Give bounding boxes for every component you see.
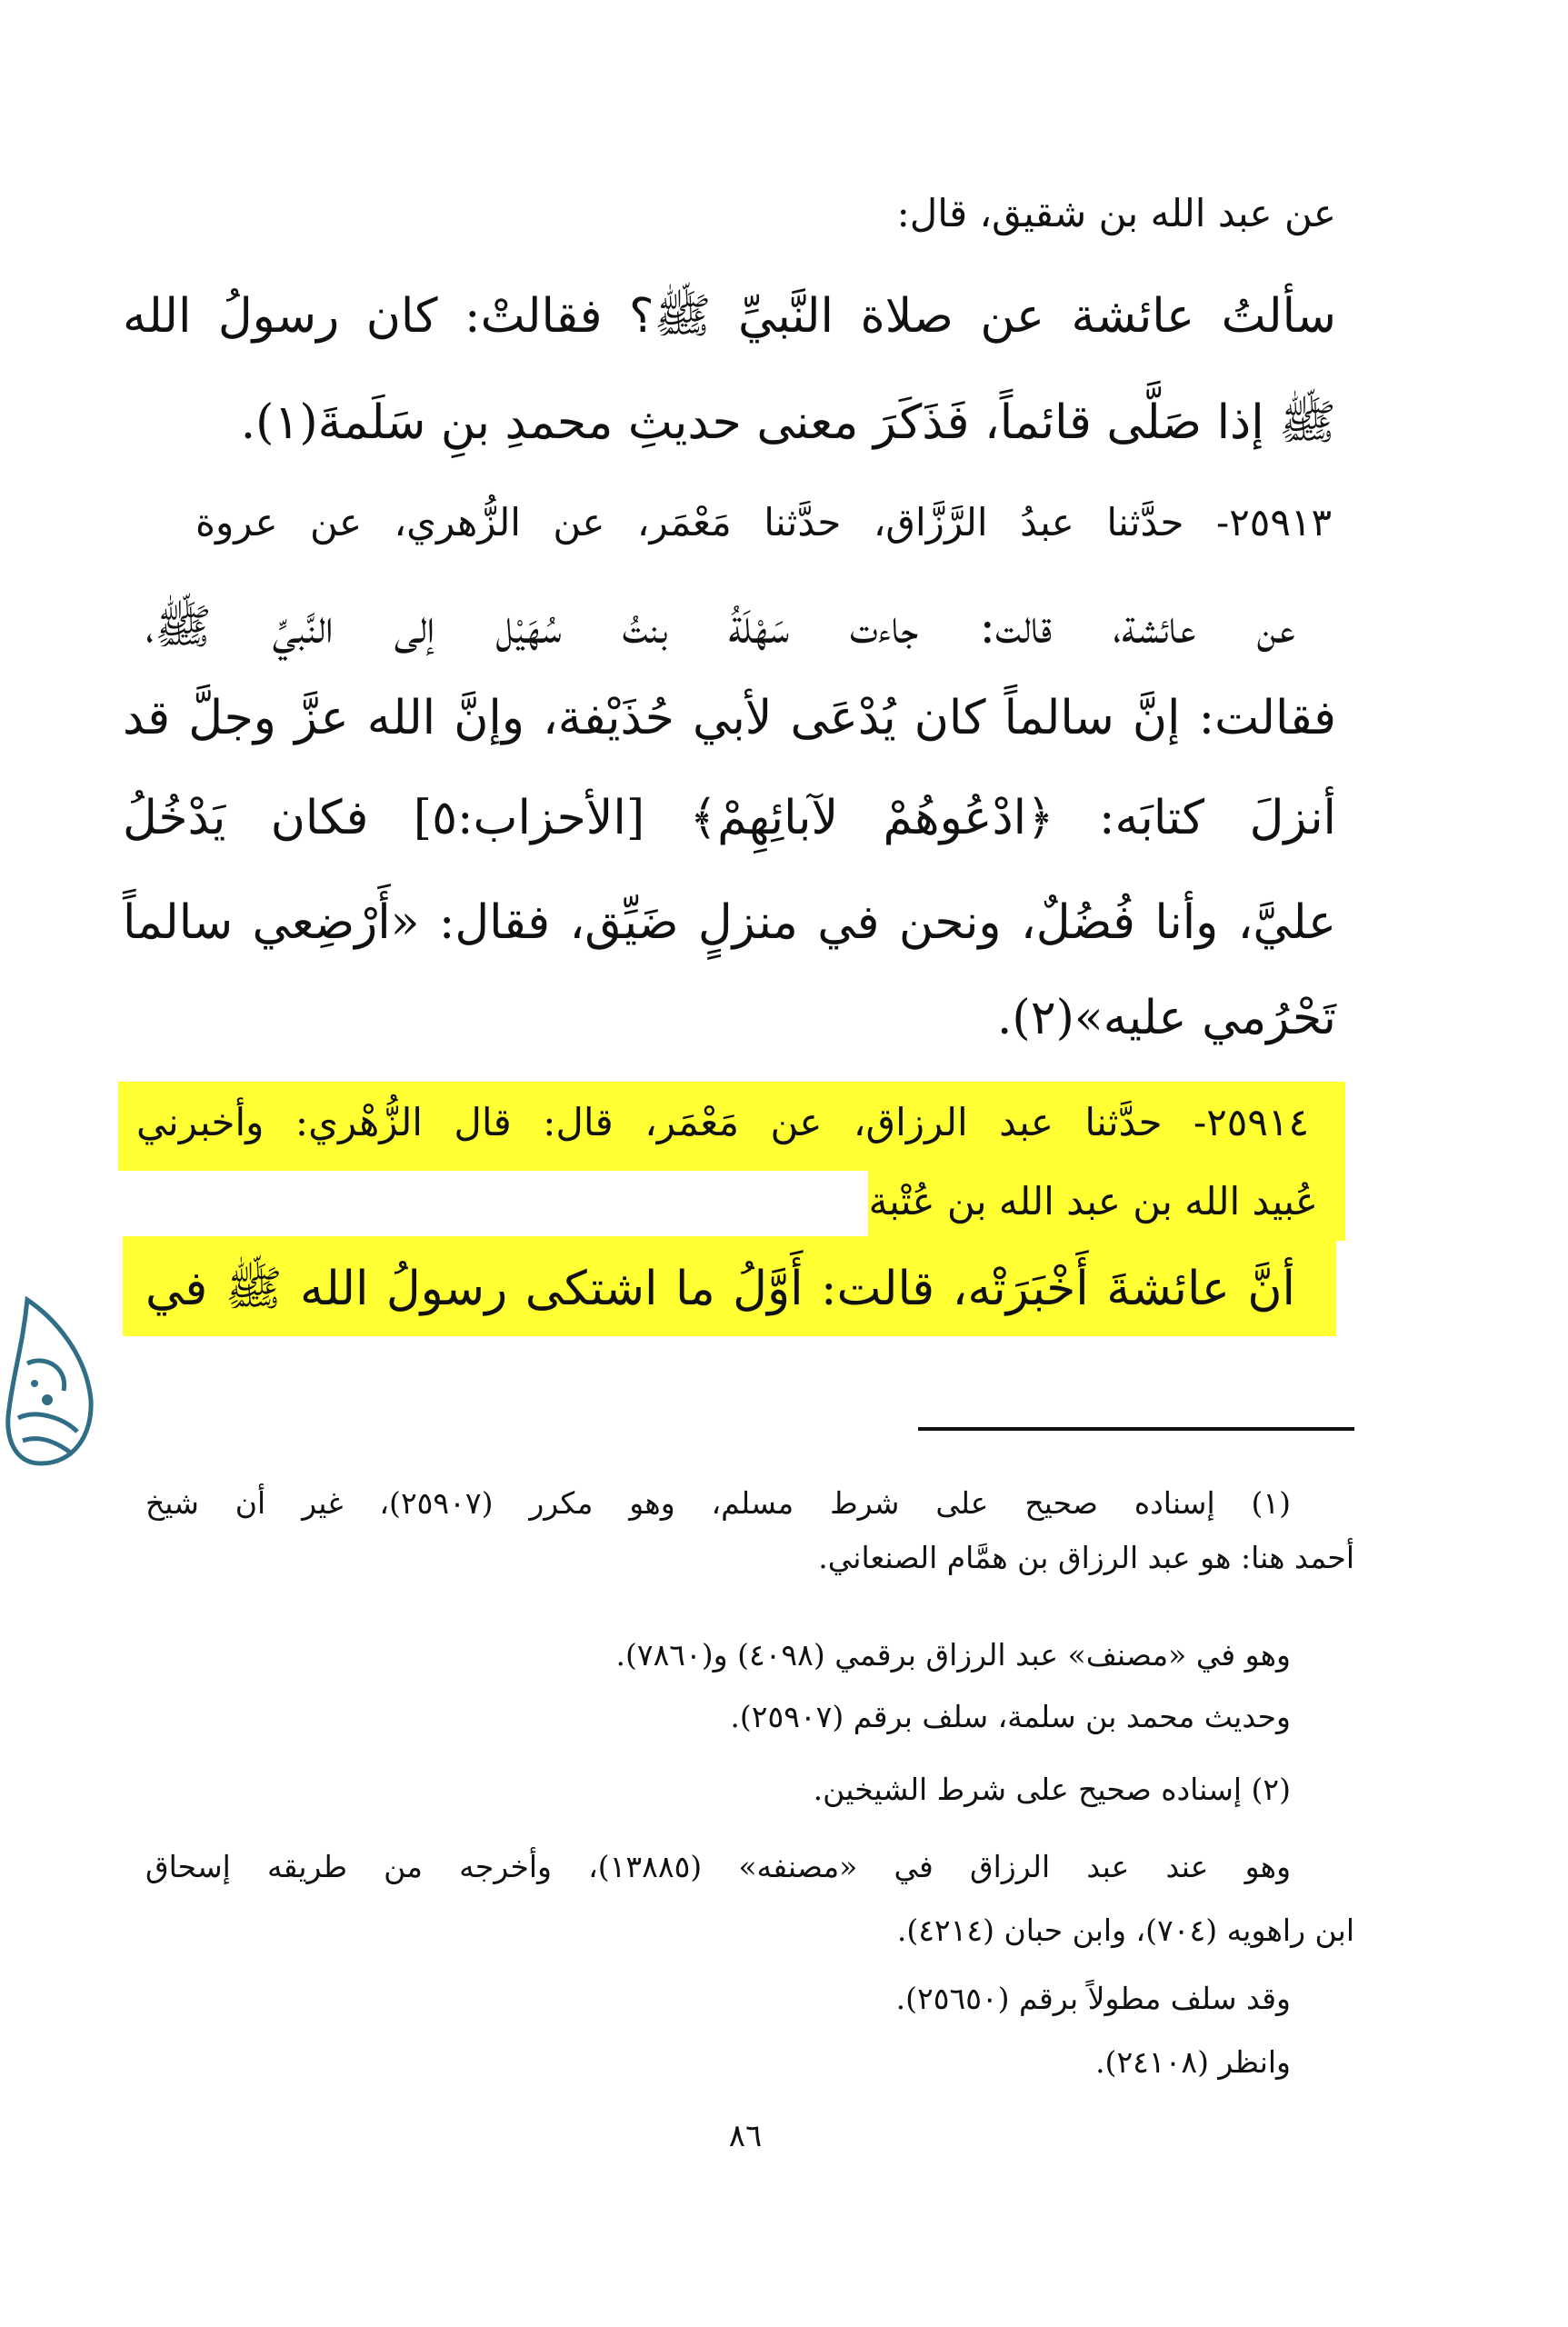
- body-line: عن عائشة، قالت: جاءت سَهْلَةُ بنتُ سُهَيْل إلى النَّبيِّ ﷺ،: [145, 600, 1295, 654]
- footnote-line: ابن راهويه (٧٠٤)، وابن حبان (٤٢١٤).: [896, 1913, 1354, 1948]
- body-line: سألتُ عائشة عن صلاة النَّبيِّ ﷺ؟ فقالتْ: كان رسولُ الله: [123, 289, 1336, 344]
- footnote-separator: [918, 1427, 1354, 1431]
- footnote-line: (١) إسناده صحيح على شرط مسلم، وهو مكرر (٢٥٩٠٧)، غير أن شيخ: [145, 1485, 1292, 1521]
- body-line: ﷺ إذا صَلَّى قائماً، فَذَكَرَ معنى حديثِ محمدِ بنِ سَلَمةَ(١).: [240, 395, 1336, 450]
- calligraphy-seal-icon: [0, 1282, 109, 1473]
- body-line-highlighted: أنَّ عائشةَ أَخْبَرَتْه، قالت: أَوَّلُ ما اشتكى رسولُ الله ﷺ في: [145, 1262, 1295, 1316]
- body-line: أنزلَ كتابَه: ﴿ادْعُوهُمْ لآبائِهِمْ﴾ [الأحزاب:٥] فكان يَدْخُلُ: [123, 791, 1336, 845]
- footnote-line: وهو في «مصنف» عبد الرزاق برقمي (٤٠٩٨) و(٧٨٦٠).: [615, 1637, 1291, 1673]
- footnote-line: وانظر (٢٤١٠٨).: [1095, 2044, 1291, 2080]
- footnote-line: وقد سلف مطولاً برقم (٢٥٦٥٠).: [895, 1981, 1291, 2016]
- footnote-line: وهو عند عبد الرزاق في «مصنفه» (١٣٨٨٥)، وأخرجه من طريقه إسحاق: [145, 1849, 1291, 1884]
- header-line: عن عبد الله بن شقيق، قال:: [896, 191, 1336, 235]
- hadith-lead-highlighted: ٢٥٩١٤- حدَّثنا عبد الرزاق، عن مَعْمَر، قال: قال الزُّهْري: وأخبرني: [136, 1100, 1309, 1144]
- page-number: ٨٦: [728, 2118, 763, 2154]
- footnote-line: أحمد هنا: هو عبد الرزاق بن همَّام الصنعاني.: [818, 1540, 1354, 1575]
- body-line: فقالت: إنَّ سالماً كان يُدْعَى لأبي حُذَيْفة، وإنَّ الله عزَّ وجلَّ قد: [123, 691, 1336, 745]
- body-line: تَحْرُمي عليه»(٢).: [996, 991, 1336, 1045]
- body-line: عليَّ، وأنا فُضُلٌ، ونحن في منزلٍ ضَيِّق، فقال: «أَرْضِعي سالماً: [123, 895, 1336, 950]
- hadith-lead-highlighted: عُبيد الله بن عبد الله بن عُتْبة: [868, 1179, 1318, 1223]
- footnote-line: (٢) إسناده صحيح على شرط الشيخين.: [813, 1772, 1291, 1807]
- hadith-lead: ٢٥٩١٣- حدَّثنا عبدُ الرَّزَّاق، حدَّثنا مَعْمَر، عن الزُّهري، عن عروة: [195, 500, 1332, 544]
- footnote-line: وحديث محمد بن سلمة، سلف برقم (٢٥٩٠٧).: [730, 1699, 1291, 1734]
